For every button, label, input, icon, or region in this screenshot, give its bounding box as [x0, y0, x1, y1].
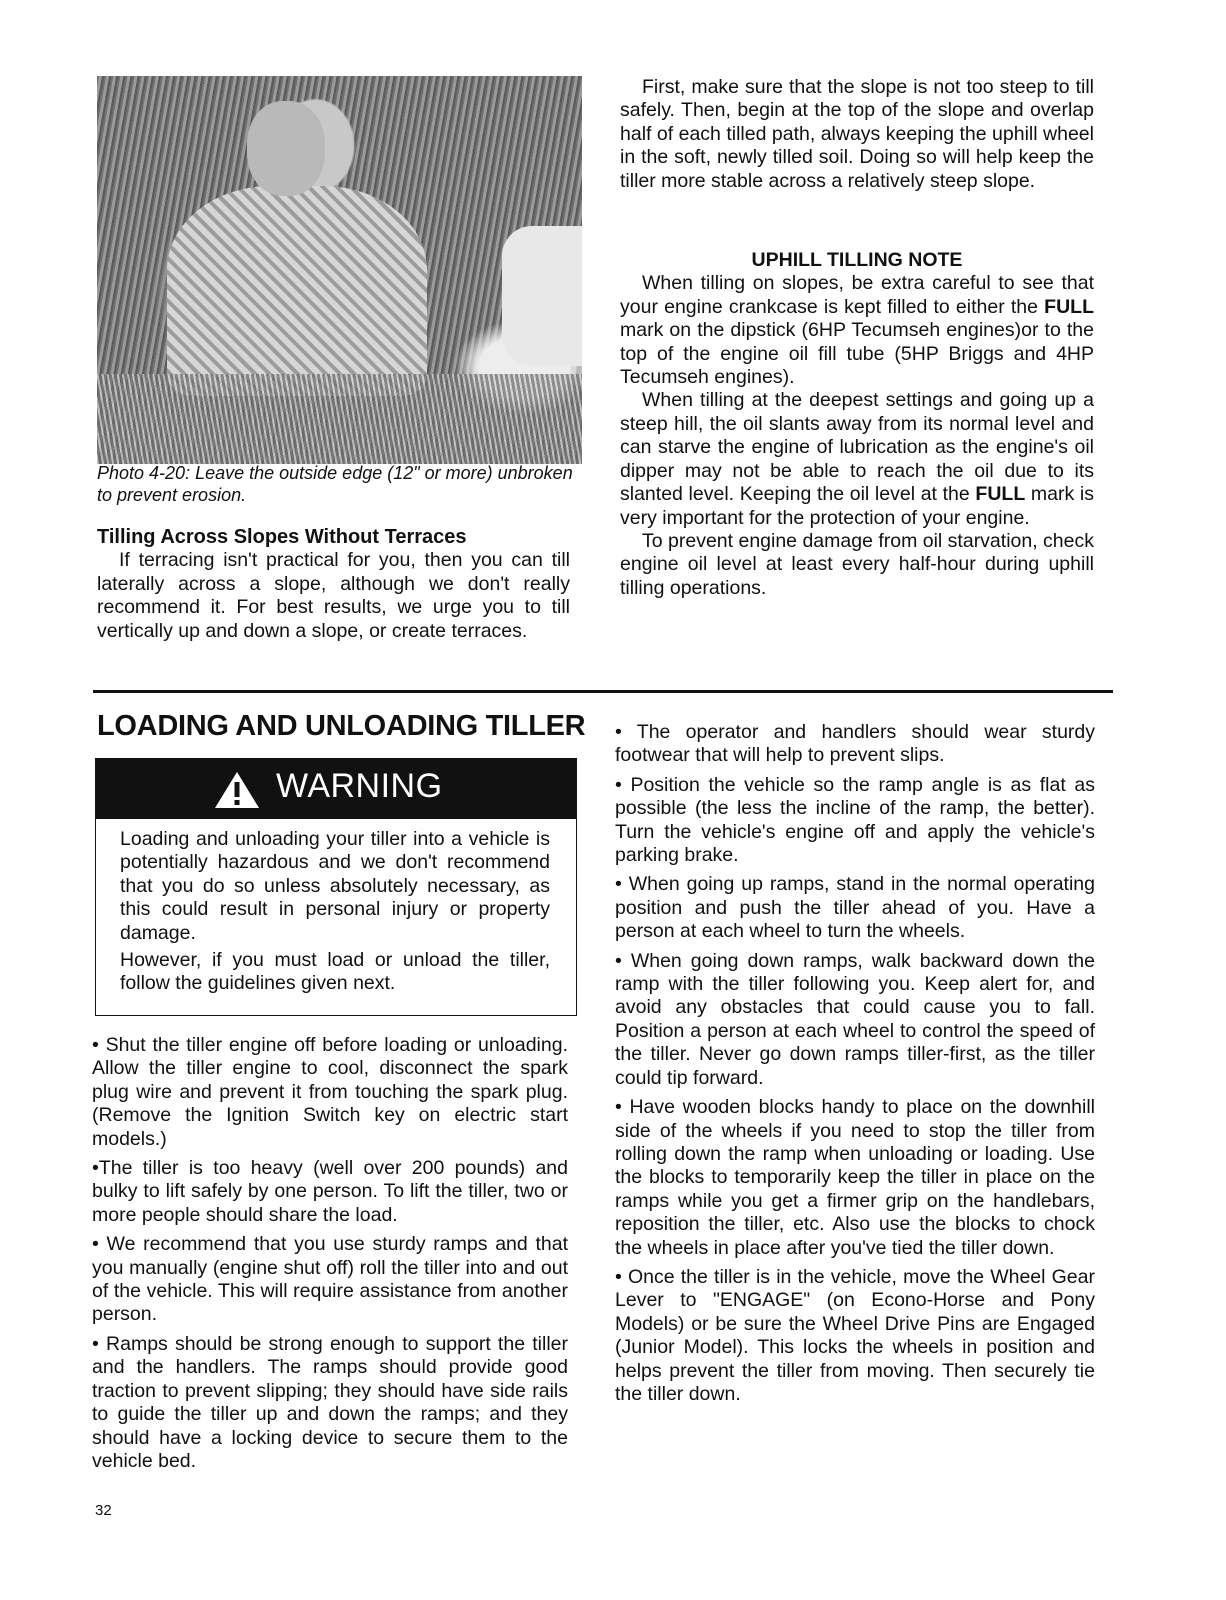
list-item: • When going down ramps, walk backward down the ramp with the tiller following you. Keep alert for, and avoid any obstacles that could cause you to fall. Position a person at each wheel to control the speed of the tiller. Never go down ramps tiller-first, as the tiller could tip forward.	[615, 949, 1095, 1089]
warning-box	[95, 758, 577, 1016]
list-item: • The operator and handlers should wear sturdy footwear that will help to prevent slips.	[615, 721, 1095, 767]
list-item: • Ramps should be strong enough to support the tiller and the handlers. The ramps should provide good traction to prevent slipping; they should have side rails to guide the tiller up and down the ramps; and they should have a locking device to secure them to the vehicle bed.	[92, 1332, 568, 1472]
note-paragraph-3: To prevent engine damage from oil starvation, check engine oil level at least every half-hour during uphill tilling operations.	[620, 529, 1094, 599]
list-item: • We recommend that you use sturdy ramps and that you manually (engine shut off) roll the tiller into and out of the vehicle. This will require assistance from another person.	[92, 1233, 568, 1326]
list-item: • Shut the tiller engine off before loading or unloading. Allow the tiller engine to cool, disconnect the spark plug wire and prevent it from touching the spark plug. (Remove the Ignition Switch key on electric start models.)	[92, 1034, 568, 1150]
list-item: • Once the tiller is in the vehicle, move the Wheel Gear Lever to "ENGAGE" (on Econo-Horse and Pony Models) or be sure the Wheel Drive Pins are Engaged (Junior Model). This locks the wheels in position and helps prevent the tiller from moving. Then securely tie the tiller down.	[615, 1265, 1095, 1405]
paragraph-slope-first: First, make sure that the slope is not too steep to till safely. Then, begin at the top of the slope and overlap half of each tilled path, always keeping the uphill wheel in the soft, newly tilled soil. Doing so will help keep the tiller more stable across a relatively steep slope.	[620, 76, 1094, 192]
warning-text	[120, 828, 550, 1000]
list-item: •The tiller is too heavy (well over 200 pounds) and bulky to lift safely by one person. To lift the tiller, two or more people should share the load.	[92, 1157, 568, 1226]
list-item: • Have wooden blocks handy to place on the downhill side of the wheels if you need to stop the tiller from rolling down the ramp when unloading or loading. Use the blocks to temporarily keep the tiller in place on the ramps while you get a firmer grip on the handlebars, reposition the tiller, etc. Also use the blocks to chock the wheels in place after you've tied the tiller down.	[615, 1096, 1095, 1259]
uphill-tilling-note-title: UPHILL TILLING NOTE	[751, 249, 963, 272]
photo-caption: Photo 4-20: Leave the outside edge (12" or more) unbroken to prevent erosion.	[97, 463, 573, 505]
list-item: • When going up ramps, stand in the normal operating position and push the tiller ahead of you. Have a person at each wheel to turn the wheels.	[615, 873, 1095, 943]
paragraph-tilling-across-slopes: If terracing isn't practical for you, then you can till laterally across a slope, although we don't really recommend it. For best results, we urge you to till vertically up and down a slope, or create terraces.	[97, 549, 570, 642]
left-top-section	[97, 526, 570, 643]
warning-label: WARNING	[276, 767, 443, 805]
right-bullet-list	[615, 721, 1095, 1412]
right-top-section	[620, 76, 1094, 600]
note-paragraph-1: When tilling on slopes, be extra careful to see that your engine crankcase is kept filled to either the FULL mark on the dipstick (6HP Tecumseh engines)or to the top of the engine oil fill tube (5HP Briggs and 4HP Tecumseh engines).	[620, 272, 1094, 389]
left-bullet-list	[92, 1034, 568, 1479]
warning-header	[96, 759, 576, 819]
warning-paragraph-1: Loading and unloading your tiller into a vehicle is potentially hazardous and we don't recommend that you do so unless absolutely necessary, as this could result in personal injury or property damage.	[120, 828, 550, 944]
note-paragraph-2: When tilling at the deepest settings and going up a steep hill, the oil slants away from its normal level and can starve the engine of lubrication as the engine's oil dipper may not be able to reach the oil due to its slanted level. Keeping the oil level at the FULL mark is very important for the protection of your engine.	[620, 389, 1095, 529]
warning-triangle-icon	[213, 770, 261, 810]
photo-man-kneeling-in-tilled-field	[97, 76, 582, 464]
section-divider	[93, 690, 1113, 693]
section-title: LOADING AND UNLOADING TILLER	[97, 710, 586, 742]
subheading-tilling-across-slopes: Tilling Across Slopes Without Terraces	[97, 526, 467, 548]
list-item: • Position the vehicle so the ramp angle is as flat as possible (the less the incline of the ramp, the better). Turn the vehicle's engine off and apply the vehicle's parking brake.	[615, 773, 1095, 867]
page-number: 32	[95, 1502, 112, 1519]
warning-paragraph-2: However, if you must load or unload the tiller, follow the guidelines given next.	[120, 949, 550, 995]
